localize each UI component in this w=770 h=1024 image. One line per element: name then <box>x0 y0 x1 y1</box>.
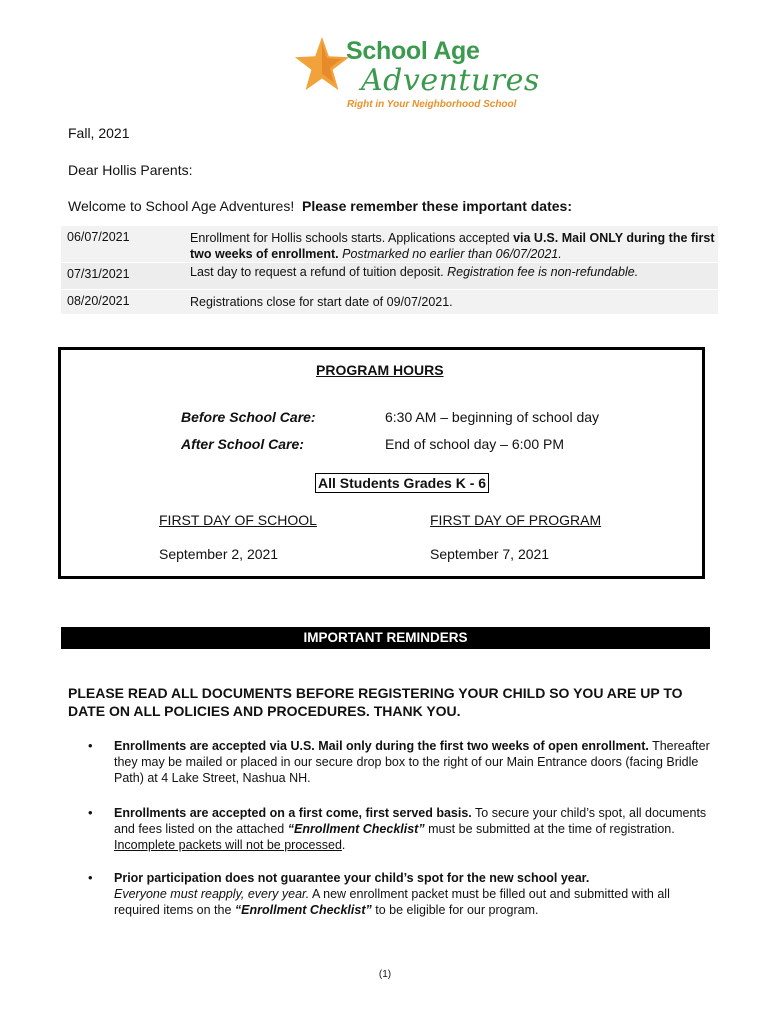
page-number: (1) <box>378 969 392 980</box>
after-care-label: After School Care: <box>181 436 304 452</box>
date-description: Enrollment for Hollis schools starts. Applications accepted via U.S. Mail ONLY during the first two weeks of enrollment. Postmarked no earlier than 06/07/2021. <box>190 231 715 261</box>
first-day-program-label: FIRST DAY OF PROGRAM <box>430 512 602 528</box>
after-care-hours: End of school day – 6:00 PM <box>385 436 564 452</box>
welcome-text: Welcome to School Age Adventures! <box>68 198 295 214</box>
bullet-icon: • <box>88 805 93 820</box>
letter-date: Fall, 2021 <box>68 125 130 141</box>
date-row <box>61 226 718 262</box>
logo-subtitle: Adventures <box>361 63 540 98</box>
program-heading: PROGRAM HOURS <box>316 362 444 378</box>
list-item: Enrollments are accepted on a first come, first served basis. To secure your child’s spot, all documents and fees listed on the attached “Enrollment Checklist” must be submitted at the time of registration. Incomplete packets will not be processed. <box>114 806 707 852</box>
date-description: Last day to request a refund of tuition deposit. Registration fee is non-refundable. <box>190 265 639 279</box>
remember-text: Please remember these important dates: <box>302 198 572 214</box>
date-description: Registrations close for start date of 09/07/2021. <box>190 295 453 309</box>
program-box <box>58 347 705 579</box>
first-day-school-label: FIRST DAY OF SCHOOL <box>159 512 317 528</box>
before-care-label: Before School Care: <box>181 409 316 425</box>
before-care-hours: 6:30 AM – beginning of school day <box>385 409 600 425</box>
list-item: Enrollments are accepted via U.S. Mail only during the first two weeks of open enrollment. Thereafter they may be mailed or placed in our secure drop box to the right of our Main Entrance doors (facing Bridle Path) at 4 Lake Street, Nashua NH. <box>114 739 710 785</box>
date-cell: 06/07/2021 <box>67 230 130 244</box>
star-icon <box>293 35 351 93</box>
date-row <box>61 263 718 289</box>
logo <box>293 33 540 115</box>
read-documents-warning: PLEASE READ ALL DOCUMENTS BEFORE REGISTERING YOUR CHILD SO YOU ARE UP TO DATE ON ALL POLICIES AND PROCEDURES. THANK YOU. <box>68 685 683 719</box>
first-day-program-date: September 7, 2021 <box>430 546 550 562</box>
reminders-header: IMPORTANT REMINDERS <box>61 627 710 649</box>
logo-title: School Age <box>346 37 480 65</box>
bullet-icon: • <box>88 738 93 753</box>
date-cell: 07/31/2021 <box>67 267 130 281</box>
welcome-line <box>68 198 572 214</box>
logo-tagline: Right in Your Neighborhood School <box>347 99 517 110</box>
date-row <box>61 290 718 314</box>
list-item: Prior participation does not guarantee your child’s spot for the new school year. Everyone must reapply, every year. A new enrollment packet must be filled out and submitted with all required items on the “Enrollment Checklist” to be eligible for our program. <box>114 871 670 917</box>
grades-badge: All Students Grades K - 6 <box>315 473 489 493</box>
bullet-icon: • <box>88 870 93 885</box>
first-day-school-date: September 2, 2021 <box>159 546 279 562</box>
salutation: Dear Hollis Parents: <box>68 162 193 178</box>
date-cell: 08/20/2021 <box>67 294 130 308</box>
